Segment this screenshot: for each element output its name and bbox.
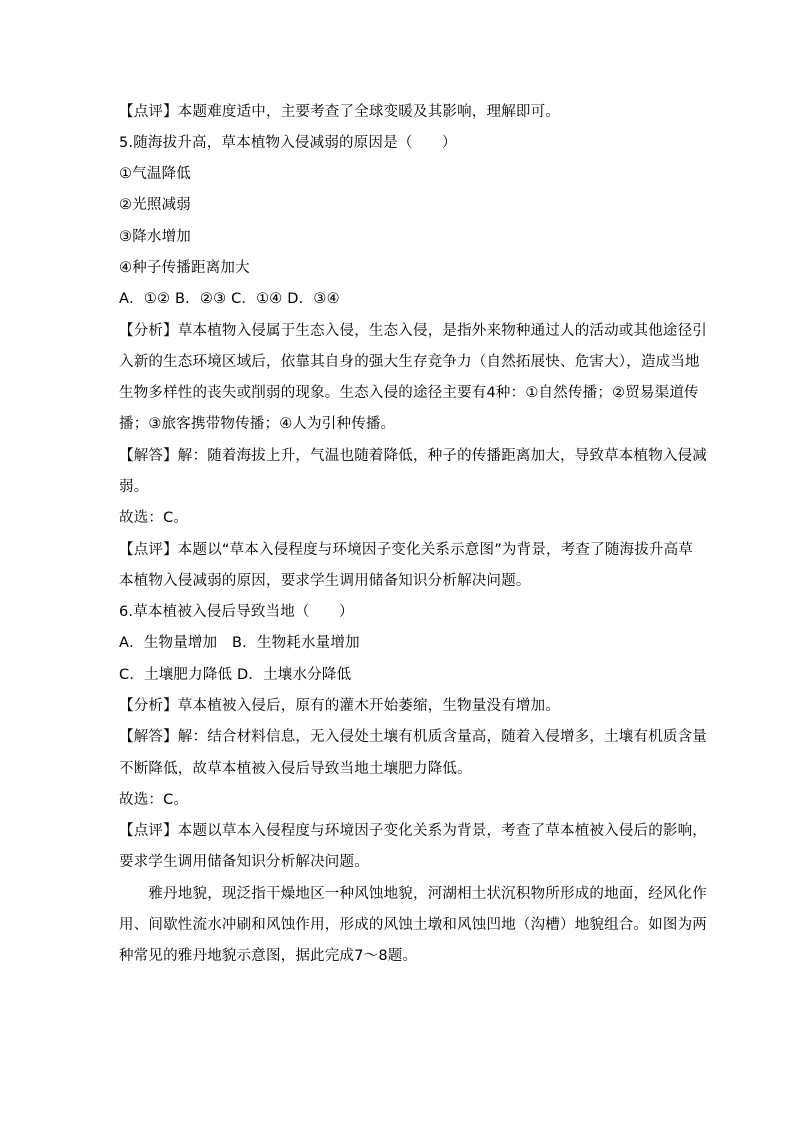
question-5-item-1: ①气温降低 — [119, 166, 191, 182]
choice-line: 故选：C。 — [119, 510, 189, 526]
comment-line-3: 本植物入侵减弱的原因，要求学生调用储备知识分析解决问题。 — [119, 573, 531, 589]
analysis-line-1: 【分析】草本植物入侵属于生态入侵，生态入侵，是指外来物种通过人的活动或其他途径引 — [119, 323, 707, 339]
analysis-line-5: 【分析】草本植被入侵后，原有的灌木开始萎缩，生物量没有增加。 — [119, 698, 560, 714]
comment-line-1: 【点评】本题难度适中，主要考查了全球变暖及其影响，理解即可。 — [119, 104, 560, 120]
question-5-options: A．①② B．②③ C．①④ D．③④ — [119, 291, 340, 307]
answer-line-1: 【解答】解：随着海拔上升，气温也随着降低，种子的传播距离加大，导致草本植物入侵减 — [119, 448, 707, 464]
comment-line-2: 【点评】本题以“草本入侵程度与环境因子变化关系示意图”为背景，考查了随海拔升高草 — [119, 542, 694, 558]
passage-line-1: 雅丹地貌，现泛指干燥地区一种风蚀地貌，河湖相土状沉积物所形成的地面，经风化作 — [119, 886, 707, 902]
analysis-line-4: 播；③旅客携带物传播；④人为引种传播。 — [119, 416, 396, 432]
choice-line-2: 故选：C。 — [119, 792, 189, 808]
analysis-line-3: 生物多样性的丧失或削弱的现象。生态入侵的途径主要有4种：①自然传播；②贸易渠道传 — [119, 385, 699, 401]
question-5-item-2: ②光照减弱 — [119, 197, 191, 213]
question-5-stem: 5.随海拔升高，草本植物入侵减弱的原因是（ ） — [119, 135, 457, 151]
question-5-item-3: ③降水增加 — [119, 229, 191, 245]
answer-line-2: 弱。 — [119, 479, 149, 495]
comment-line-5: 要求学生调用储备知识分析解决问题。 — [119, 854, 369, 870]
question-6-options-cd: C．土壤肥力降低 D．土壤水分降低 — [119, 667, 352, 683]
passage-line-3: 种常见的雅丹地貌示意图，据此完成7～8题。 — [119, 948, 418, 964]
answer-line-4: 不断降低，故草本植被入侵后导致当地土壤肥力降低。 — [119, 761, 472, 777]
passage-line-2: 用、间歇性流水冲刷和风蚀作用，形成的风蚀土墩和风蚀凹地（沟槽）地貌组合。如图为两 — [119, 917, 707, 933]
question-6-stem: 6.草本植被入侵后导致当地（ ） — [119, 604, 354, 620]
question-6-options-ab: A．生物量增加 B．生物耗水量增加 — [119, 635, 360, 651]
answer-line-3: 【解答】解：结合材料信息，无入侵处土壤有机质含量高，随着入侵增多，土壤有机质含量 — [119, 729, 707, 745]
question-5-item-4: ④种子传播距离加大 — [119, 260, 250, 276]
comment-line-4: 【点评】本题以草本入侵程度与环境因子变化关系为背景，考查了草本植被入侵后的影响， — [119, 823, 707, 839]
analysis-line-2: 入新的生态环境区域后，依靠其自身的强大生存竞争力（自然拓展快、危害大），造成当地 — [119, 354, 700, 370]
